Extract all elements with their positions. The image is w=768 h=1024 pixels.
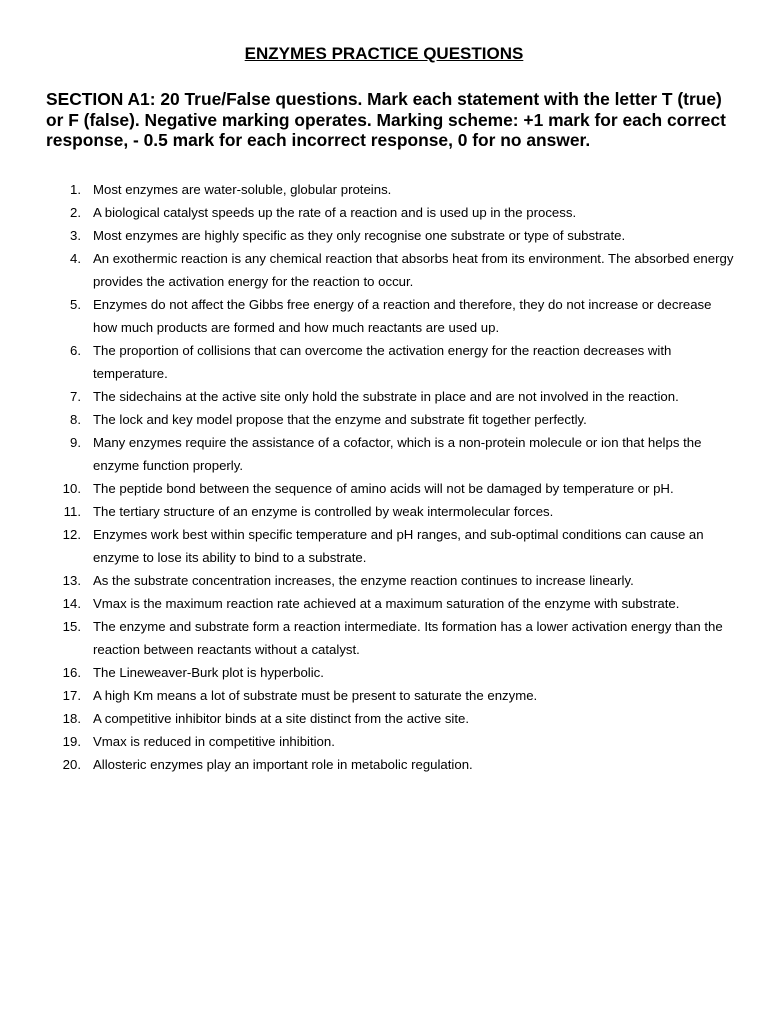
- item-number: 8.: [70, 412, 81, 427]
- list-item: [46, 753, 736, 776]
- question-text: A competitive inhibitor binds at a site distinct from the active site.: [93, 711, 470, 726]
- question-text: The enzyme and substrate form a reaction intermediate. Its formation has a lower activation energy than the reaction between reactants without a catalyst.: [93, 619, 723, 657]
- list-item: [46, 224, 736, 247]
- list-item: [46, 569, 736, 592]
- list-item: [46, 477, 736, 500]
- item-number: 1.: [70, 182, 81, 197]
- item-number: 3.: [70, 228, 81, 243]
- item-number: 15.: [62, 619, 81, 634]
- question-text: The Lineweaver-Burk plot is hyperbolic.: [93, 665, 324, 680]
- question-text: The lock and key model propose that the enzyme and substrate fit together perfectly.: [93, 412, 587, 427]
- item-number: 13.: [62, 573, 81, 588]
- item-number: 20.: [62, 757, 81, 772]
- item-number: 6.: [70, 343, 81, 358]
- list-item: [46, 431, 736, 477]
- question-text: As the substrate concentration increases, the enzyme reaction continues to increase linearly.: [93, 573, 634, 588]
- list-item: [46, 500, 736, 523]
- question-text: A biological catalyst speeds up the rate of a reaction and is used up in the process.: [93, 205, 577, 220]
- list-item: [46, 661, 736, 684]
- item-number: 4.: [70, 251, 81, 266]
- list-item: [46, 730, 736, 753]
- item-number: 17.: [62, 688, 81, 703]
- list-item: [46, 201, 736, 224]
- question-text: Most enzymes are water-soluble, globular proteins.: [93, 182, 392, 197]
- list-item: [46, 339, 736, 385]
- item-number: 18.: [62, 711, 81, 726]
- item-number: 14.: [62, 596, 81, 611]
- item-number: 5.: [70, 297, 81, 312]
- list-item: [46, 293, 736, 339]
- list-item: [46, 385, 736, 408]
- question-text: The tertiary structure of an enzyme is controlled by weak intermolecular forces.: [93, 504, 554, 519]
- item-number: 2.: [70, 205, 81, 220]
- item-number: 7.: [70, 389, 81, 404]
- list-item: [46, 592, 736, 615]
- item-number: 16.: [62, 665, 81, 680]
- question-text: Enzymes work best within specific temperature and pH ranges, and sub-optimal conditions can cause an enzyme to lose its ability to bind to a substrate.: [93, 527, 704, 565]
- section-instructions: SECTION A1: 20 True/False questions. Mark each statement with the letter T (true) or F (false). Negative marking operates. Marking scheme: +1 mark for each correct response, - 0.5 mark for each incorrect response, 0 for no answer.: [46, 89, 726, 150]
- list-item: [46, 408, 736, 431]
- list-item: [46, 684, 736, 707]
- item-number: 10.: [62, 481, 81, 496]
- list-item: [46, 707, 736, 730]
- question-text: Enzymes do not affect the Gibbs free energy of a reaction and therefore, they do not increase or decrease how much products are formed and how much reactants are used up.: [93, 297, 712, 335]
- question-text: Vmax is the maximum reaction rate achieved at a maximum saturation of the enzyme with substrate.: [93, 596, 680, 611]
- question-text: Vmax is reduced in competitive inhibition.: [93, 734, 335, 749]
- question-text: An exothermic reaction is any chemical reaction that absorbs heat from its environment. The absorbed energy provides the activation energy for the reaction to occur.: [93, 251, 734, 289]
- list-item: [46, 247, 736, 293]
- item-number: 12.: [62, 527, 81, 542]
- question-text: Allosteric enzymes play an important role in metabolic regulation.: [93, 757, 473, 772]
- item-number: 11.: [63, 504, 81, 519]
- question-text: The proportion of collisions that can overcome the activation energy for the reaction decreases with temperature.: [93, 343, 672, 381]
- item-number: 19.: [62, 734, 81, 749]
- question-text: A high Km means a lot of substrate must be present to saturate the enzyme.: [93, 688, 538, 703]
- question-text: The peptide bond between the sequence of amino acids will not be damaged by temperature or pH.: [93, 481, 674, 496]
- question-text: Most enzymes are highly specific as they only recognise one substrate or type of substrate.: [93, 228, 626, 243]
- question-text: The sidechains at the active site only hold the substrate in place and are not involved in the reaction.: [93, 389, 679, 404]
- item-number: 9.: [70, 435, 81, 450]
- list-item: [46, 615, 736, 661]
- list-item: [46, 178, 736, 201]
- list-item: [46, 523, 736, 569]
- question-list: [46, 178, 736, 776]
- page-title: ENZYMES PRACTICE QUESTIONS: [244, 44, 524, 63]
- question-text: Many enzymes require the assistance of a cofactor, which is a non-protein molecule or ion that helps the enzyme function properly.: [93, 435, 702, 473]
